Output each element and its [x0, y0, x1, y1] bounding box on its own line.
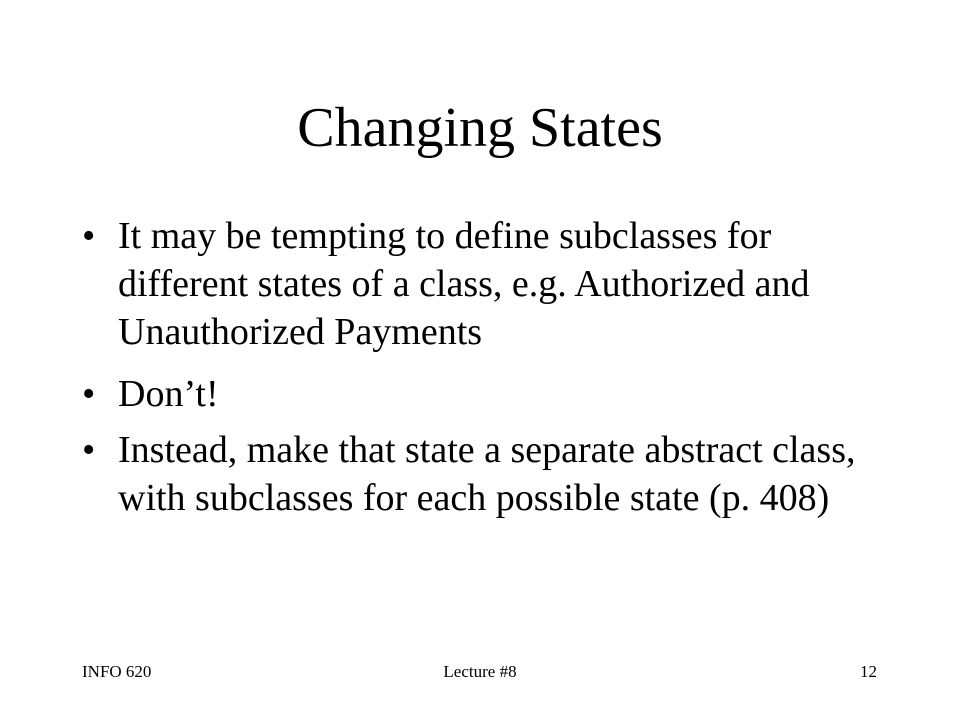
bullet-item — [82, 370, 902, 418]
bullet-icon: • — [82, 429, 96, 471]
bullet-text: Don’t! — [118, 373, 219, 415]
bullet-icon: • — [82, 373, 96, 415]
bullet-text: Instead, make that state a separate abstract class, with subclasses for each possible state (p. 408) — [118, 429, 856, 519]
bullet-text: It may be tempting to define subclasses for different states of a class, e.g. Authorized and Unauthorized Payments — [118, 215, 810, 353]
slide-title: Changing States — [297, 97, 663, 159]
bullet-item — [82, 212, 902, 356]
bullet-list — [82, 212, 902, 536]
bullet-item — [82, 426, 902, 522]
footer-page-number: 12 — [860, 662, 877, 681]
footer-course: INFO 620 — [82, 662, 152, 681]
bullet-icon: • — [82, 215, 96, 257]
footer-lecture: Lecture #8 — [443, 662, 517, 681]
